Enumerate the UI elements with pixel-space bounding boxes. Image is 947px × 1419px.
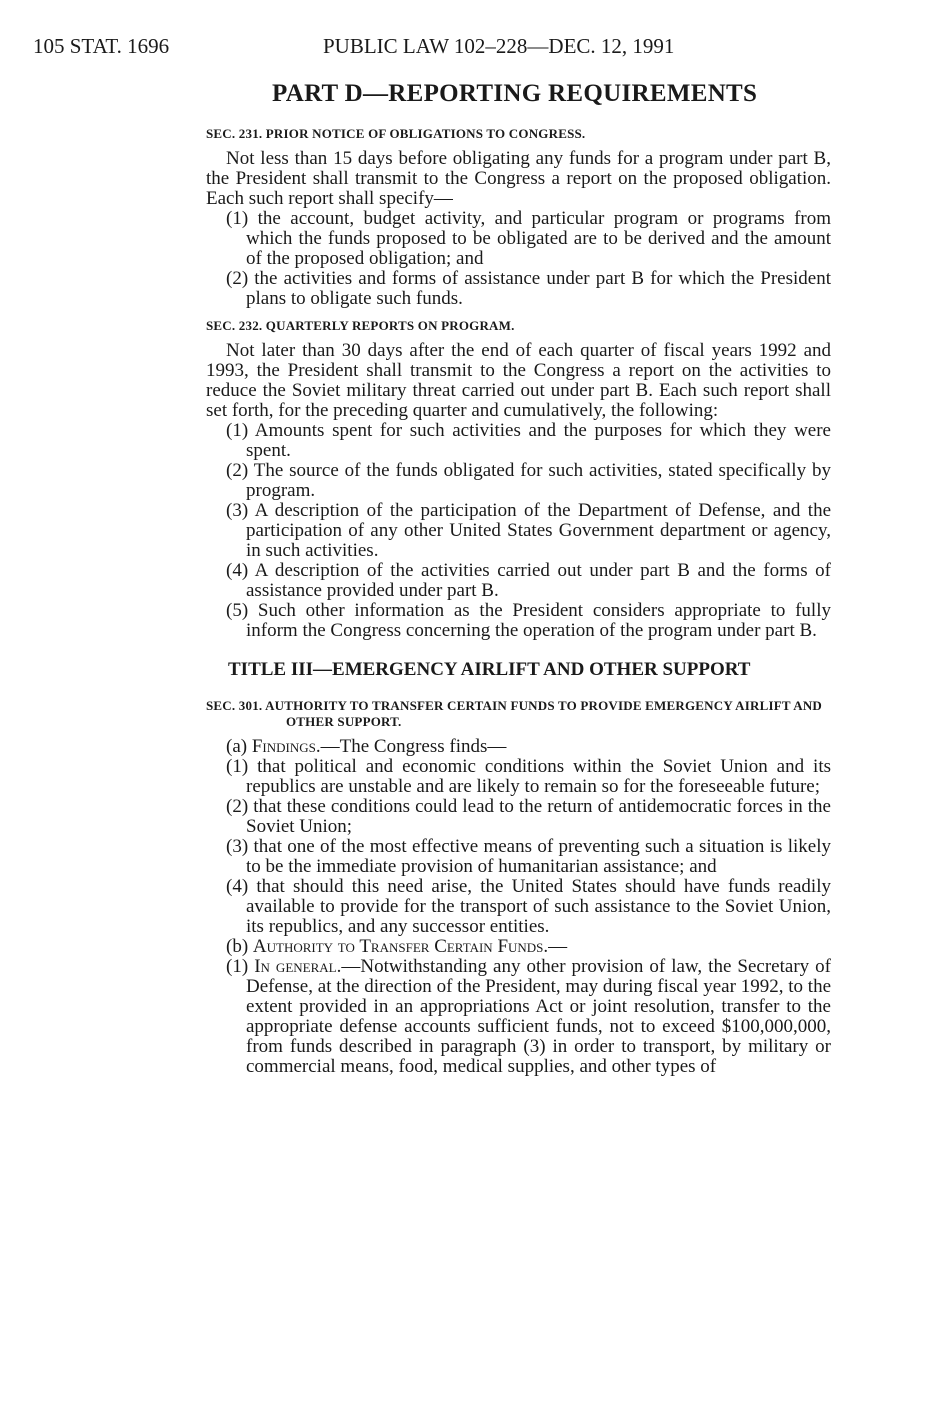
section-232-item: (3) A description of the participation of the Department of Defense, and the participation of any other United States Government department or agency, in such activities. (226, 500, 831, 561)
section-232-item: (5) Such other information as the President considers appropriate to fully inform the Congress concerning the operation of the program under part B. (226, 600, 831, 641)
subsection-a-heading: Findings (251, 736, 316, 757)
section-232-heading: SEC. 232. QUARTERLY REPORTS ON PROGRAM. (206, 318, 515, 333)
section-231-intro: Not less than 15 days before obligating any funds for a program under part B, the President shall transmit to the Congress a report on the proposed obligation. Each such report shall specify— (206, 148, 831, 209)
finding-item: (4) that should this need arise, the United States should have funds readily available to provide for the transport of such assistance to the Soviet Union, its republics, and any successor entities. (226, 876, 831, 937)
document-body (206, 126, 831, 1077)
section-231-item: (2) the activities and forms of assistance under part B for which the President plans to obligate such funds. (226, 268, 831, 309)
page-header (33, 34, 837, 64)
subsection-b-heading-line: (b) Authority to Transfer Certain Funds.— (226, 936, 568, 957)
part-title: PART D—REPORTING REQUIREMENTS (272, 80, 758, 107)
section-231-item: (1) the account, budget activity, and particular program or programs from which the funds proposed to be obligated are to be derived and the amount of the proposed obligation; and (226, 208, 831, 269)
section-231-heading: SEC. 231. PRIOR NOTICE OF OBLIGATIONS TO CONGRESS. (206, 126, 586, 141)
paragraph-b1: (1) In general.—Notwithstanding any other provision of law, the Secretary of Defense, at the direction of the President, may during fiscal year 1992, to the extent provided in an appropriations Act or joint resolution, transfer to the appropriate defense accounts sufficient funds, not to exceed $100,000,000, from funds described in paragraph (3) in order to transport, by military or commercial means, food, medical supplies, and other types of (226, 956, 832, 1077)
public-law-reference: PUBLIC LAW 102–228—DEC. 12, 1991 (323, 34, 675, 58)
finding-item: (3) that one of the most effective means of preventing such a situation is likely to be the immediate provision of humanitarian assistance; and (226, 836, 831, 877)
stat-reference: 105 STAT. 1696 (33, 34, 170, 58)
finding-item: (2) that these conditions could lead to the return of antidemocratic forces in the Soviet Union; (226, 796, 831, 837)
title-iii-heading: TITLE III—EMERGENCY AIRLIFT AND OTHER SUPPORT (228, 659, 751, 680)
section-301-heading: SEC. 301. AUTHORITY TO TRANSFER CERTAIN FUNDS TO PROVIDE EMERGENCY AIRLIFT AND OTHER SUPPORT. (206, 698, 823, 729)
section-232-item: (4) A description of the activities carried out under part B and the forms of assistance provided under part B. (226, 560, 831, 601)
finding-item: (1) that political and economic conditions within the Soviet Union and its republics are unstable and are likely to remain so for the foreseeable future; (226, 756, 831, 797)
subsection-b-heading: Authority to Transfer Certain Funds (252, 936, 544, 957)
section-232-item: (1) Amounts spent for such activities and the purposes for which they were spent. (226, 420, 831, 461)
section-232-item: (2) The source of the funds obligated for such activities, stated specifically by program. (226, 460, 831, 501)
paragraph-b1-heading: In general (254, 956, 337, 977)
section-232-intro: Not later than 30 days after the end of each quarter of fiscal years 1992 and 1993, the President shall transmit to the Congress a report on the activities to reduce the Soviet military threat carried out under part B. Each such report shall set forth, for the preceding quarter and cumulatively, the following: (206, 340, 831, 421)
subsection-a-intro: (a) Findings.—The Congress finds— (226, 736, 507, 757)
